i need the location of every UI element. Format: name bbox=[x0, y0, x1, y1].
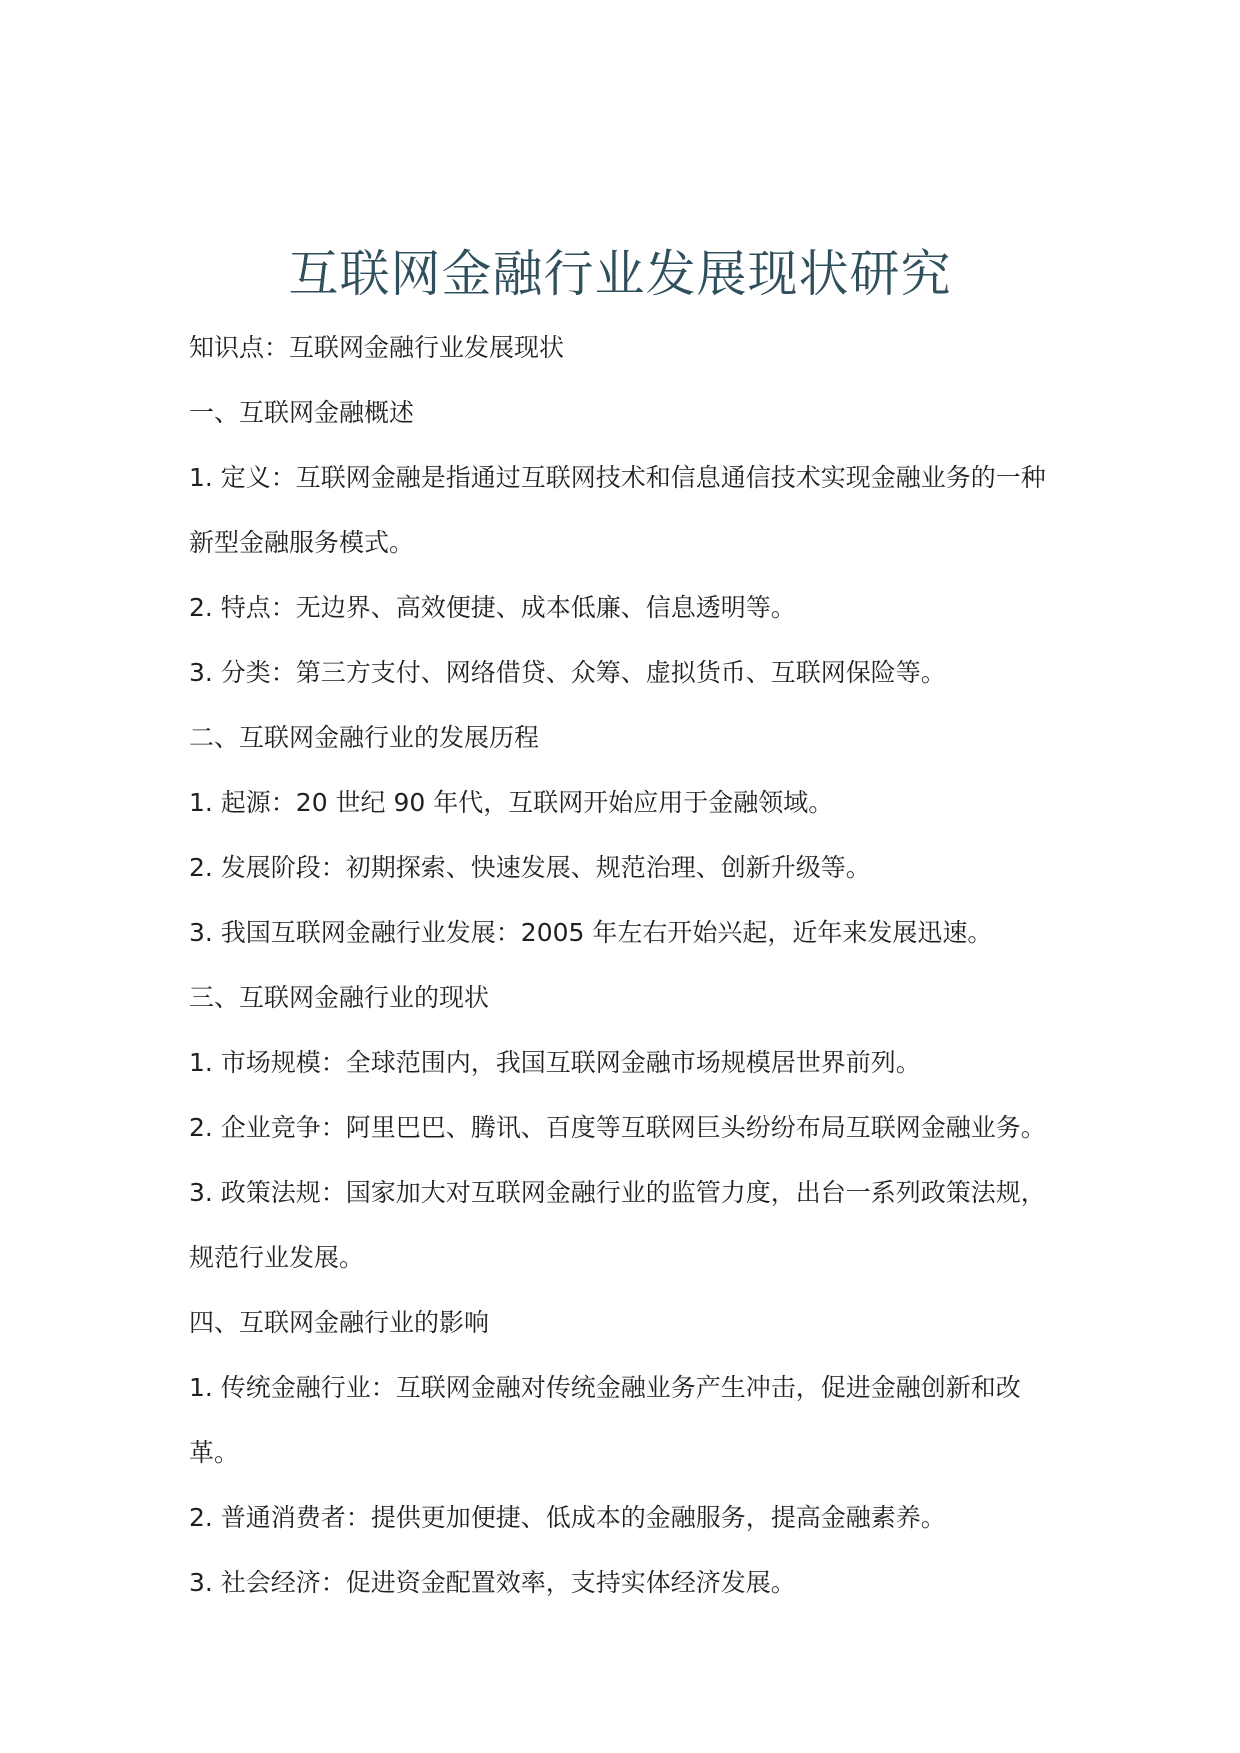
list-item-continuation: 规范行业发展。 bbox=[189, 1243, 365, 1272]
list-item: 3. 分类：第三方支付、网络借贷、众筹、虚拟货币、互联网保险等。 bbox=[189, 658, 946, 687]
list-item: 3. 我国互联网金融行业发展：2005 年左右开始兴起，近年来发展迅速。 bbox=[189, 918, 993, 947]
list-item: 2. 特点：无边界、高效便捷、成本低廉、信息透明等。 bbox=[189, 593, 796, 622]
list-item: 3. 社会经济：促进资金配置效率，支持实体经济发展。 bbox=[189, 1568, 796, 1597]
section-heading: 四、互联网金融行业的影响 bbox=[189, 1308, 490, 1337]
document-body bbox=[189, 315, 1069, 1615]
section-heading: 一、互联网金融概述 bbox=[189, 398, 415, 427]
section-heading: 三、互联网金融行业的现状 bbox=[189, 983, 490, 1012]
document-title: 互联网金融行业发展现状研究 bbox=[288, 244, 952, 303]
knowledge-point: 知识点：互联网金融行业发展现状 bbox=[189, 333, 565, 362]
list-item: 2. 发展阶段：初期探索、快速发展、规范治理、创新升级等。 bbox=[189, 853, 871, 882]
list-item: 1. 起源：20 世纪 90 年代，互联网开始应用于金融领域。 bbox=[189, 788, 834, 817]
list-item: 3. 政策法规：国家加大对互联网金融行业的监管力度，出台一系列政策法规， bbox=[189, 1178, 1046, 1207]
list-item: 1. 市场规模：全球范围内，我国互联网金融市场规模居世界前列。 bbox=[189, 1048, 921, 1077]
list-item: 2. 企业竞争：阿里巴巴、腾讯、百度等互联网巨头纷纷布局互联网金融业务。 bbox=[189, 1113, 1046, 1142]
section-heading: 二、互联网金融行业的发展历程 bbox=[189, 723, 540, 752]
list-item-continuation: 革。 bbox=[189, 1438, 240, 1467]
list-item: 1. 传统金融行业：互联网金融对传统金融业务产生冲击，促进金融创新和改 bbox=[189, 1373, 1021, 1402]
list-item-continuation: 新型金融服务模式。 bbox=[189, 528, 415, 557]
list-item: 2. 普通消费者：提供更加便捷、低成本的金融服务，提高金融素养。 bbox=[189, 1503, 946, 1532]
list-item: 1. 定义：互联网金融是指通过互联网技术和信息通信技术实现金融业务的一种 bbox=[189, 463, 1046, 492]
